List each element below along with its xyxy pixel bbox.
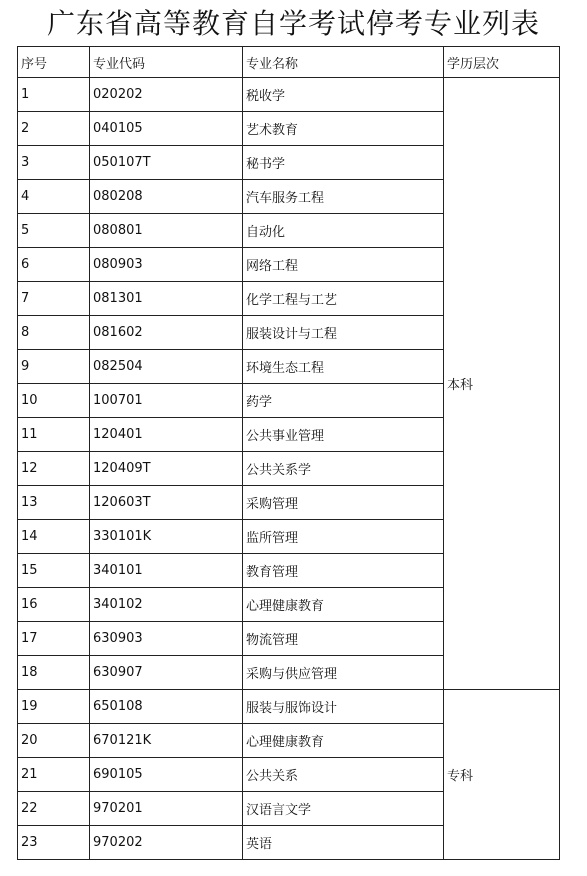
page-title: 广东省高等教育自学考试停考专业列表 — [46, 7, 540, 40]
major-code-cell: 081602 — [90, 316, 243, 350]
header-serial-number: 序号 — [18, 47, 90, 78]
major-name-cell: 公共关系学 — [243, 452, 444, 486]
major-name-cell: 网络工程 — [243, 248, 444, 282]
major-code-cell: 100701 — [90, 384, 243, 418]
discontinued-majors-table — [17, 46, 560, 860]
serial-number-cell: 13 — [18, 486, 90, 520]
major-code-cell: 120603T — [90, 486, 243, 520]
major-name-cell: 物流管理 — [243, 622, 444, 656]
major-name-cell: 服装与服饰设计 — [243, 690, 444, 724]
serial-number-cell: 2 — [18, 112, 90, 146]
major-code-cell: 970202 — [90, 826, 243, 860]
serial-number-cell: 9 — [18, 350, 90, 384]
major-name-cell: 公共事业管理 — [243, 418, 444, 452]
serial-number-cell: 18 — [18, 656, 90, 690]
serial-number-cell: 8 — [18, 316, 90, 350]
header-major-code: 专业代码 — [90, 47, 243, 78]
serial-number-cell: 6 — [18, 248, 90, 282]
serial-number-cell: 4 — [18, 180, 90, 214]
major-name-cell: 税收学 — [243, 78, 444, 112]
table-row — [18, 78, 560, 112]
serial-number-cell: 11 — [18, 418, 90, 452]
serial-number-cell: 15 — [18, 554, 90, 588]
table-body — [18, 47, 560, 860]
major-code-cell: 080208 — [90, 180, 243, 214]
serial-number-cell: 21 — [18, 758, 90, 792]
major-code-cell: 080801 — [90, 214, 243, 248]
major-name-cell: 教育管理 — [243, 554, 444, 588]
major-code-cell: 020202 — [90, 78, 243, 112]
serial-number-cell: 22 — [18, 792, 90, 826]
major-name-cell: 药学 — [243, 384, 444, 418]
major-code-cell: 081301 — [90, 282, 243, 316]
major-name-cell: 汉语言文学 — [243, 792, 444, 826]
major-name-cell: 环境生态工程 — [243, 350, 444, 384]
education-level-cell: 专科 — [444, 690, 560, 860]
major-code-cell: 650108 — [90, 690, 243, 724]
table-header-row — [18, 47, 560, 78]
serial-number-cell: 20 — [18, 724, 90, 758]
serial-number-cell: 14 — [18, 520, 90, 554]
major-name-cell: 英语 — [243, 826, 444, 860]
major-code-cell: 082504 — [90, 350, 243, 384]
major-name-cell: 监所管理 — [243, 520, 444, 554]
major-name-cell: 心理健康教育 — [243, 588, 444, 622]
major-code-cell: 050107T — [90, 146, 243, 180]
major-code-cell: 040105 — [90, 112, 243, 146]
serial-number-cell: 7 — [18, 282, 90, 316]
major-code-cell: 340101 — [90, 554, 243, 588]
major-code-cell: 120409T — [90, 452, 243, 486]
major-name-cell: 自动化 — [243, 214, 444, 248]
major-name-cell: 化学工程与工艺 — [243, 282, 444, 316]
serial-number-cell: 16 — [18, 588, 90, 622]
major-code-cell: 690105 — [90, 758, 243, 792]
major-code-cell: 120401 — [90, 418, 243, 452]
major-name-cell: 秘书学 — [243, 146, 444, 180]
serial-number-cell: 17 — [18, 622, 90, 656]
header-education-level: 学历层次 — [444, 47, 560, 78]
serial-number-cell: 23 — [18, 826, 90, 860]
major-code-cell: 970201 — [90, 792, 243, 826]
major-code-cell: 630907 — [90, 656, 243, 690]
major-code-cell: 670121K — [90, 724, 243, 758]
major-code-cell: 330101K — [90, 520, 243, 554]
serial-number-cell: 5 — [18, 214, 90, 248]
major-name-cell: 公共关系 — [243, 758, 444, 792]
serial-number-cell: 1 — [18, 78, 90, 112]
table-row — [18, 690, 560, 724]
major-name-cell: 采购与供应管理 — [243, 656, 444, 690]
major-code-cell: 630903 — [90, 622, 243, 656]
major-name-cell: 艺术教育 — [243, 112, 444, 146]
header-major-name: 专业名称 — [243, 47, 444, 78]
major-name-cell: 心理健康教育 — [243, 724, 444, 758]
major-code-cell: 080903 — [90, 248, 243, 282]
serial-number-cell: 19 — [18, 690, 90, 724]
major-name-cell: 汽车服务工程 — [243, 180, 444, 214]
education-level-cell: 本科 — [444, 78, 560, 690]
serial-number-cell: 10 — [18, 384, 90, 418]
major-name-cell: 服装设计与工程 — [243, 316, 444, 350]
serial-number-cell: 12 — [18, 452, 90, 486]
major-code-cell: 340102 — [90, 588, 243, 622]
serial-number-cell: 3 — [18, 146, 90, 180]
major-name-cell: 采购管理 — [243, 486, 444, 520]
